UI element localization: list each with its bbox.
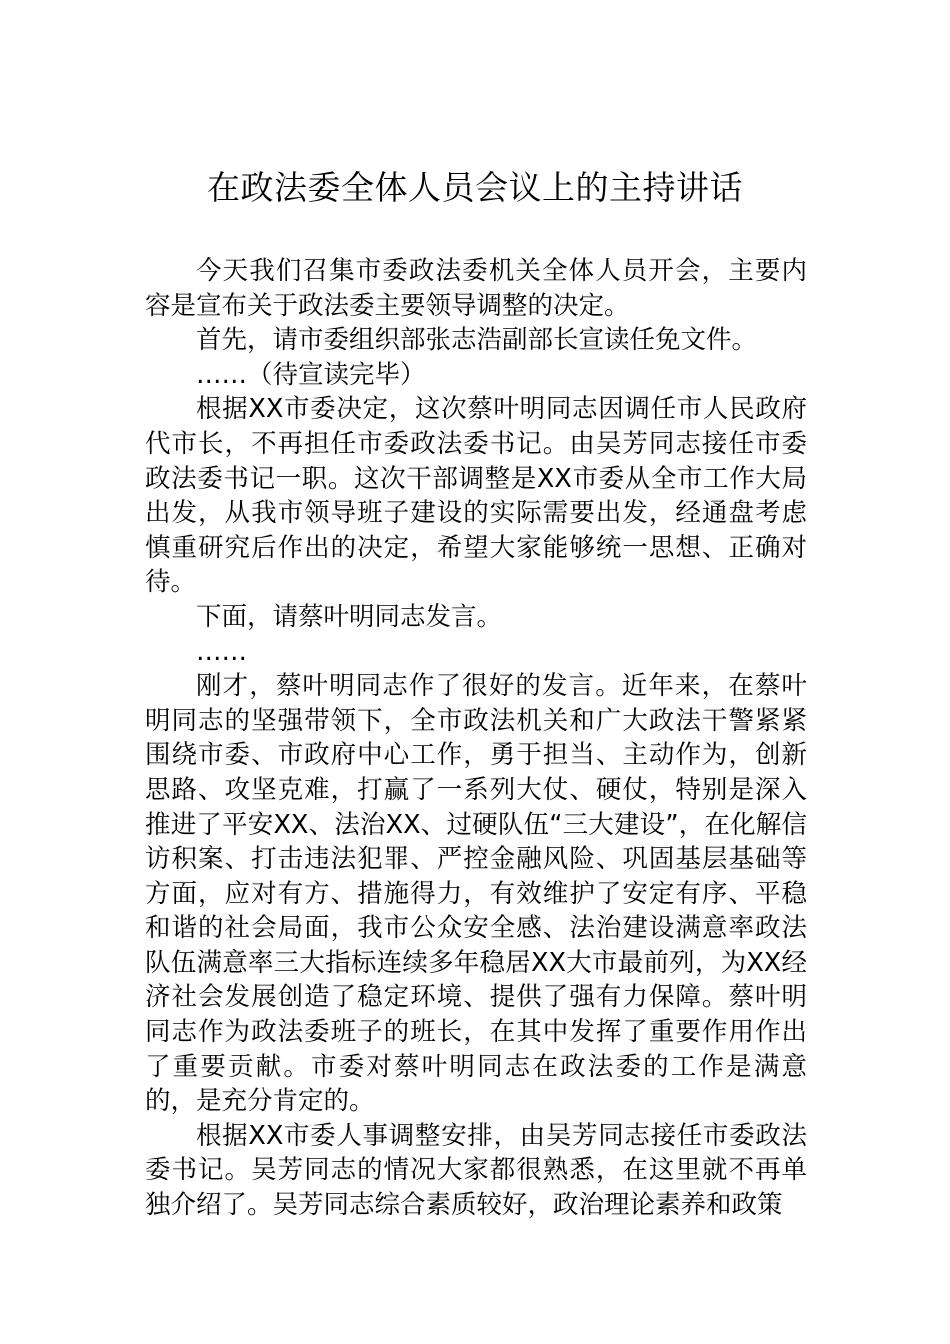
paragraph-successor: 根据XX市委人事调整安排，由吴芳同志接任市委政法委书记。吴芳同志的情况大家都很熟悉，在这里就不再单独介绍了。吴芳同志综合素质较好，政治理论素养和政策 — [145, 1120, 807, 1221]
document-title: 在政法委全体人员会议上的主持讲话 — [207, 168, 743, 207]
paragraph-speech-invite: 下面，请蔡叶明同志发言。 — [196, 601, 503, 632]
document-body — [145, 254, 807, 1223]
paragraph-first-item: 首先，请市委组织部张志浩副部长宣读任免文件。 — [196, 325, 758, 356]
paragraph-decision: 根据XX市委决定，这次蔡叶明同志因调任市人民政府代市长，不再担任市委政法委书记。由吴芳同志接任市委政法委书记一职。这次干部调整是XX市委从全市工作大局出发，从我市领导班子建设的实际需要出发，经通盘考虑慎重研究后作出的决定，希望大家能够统一思想、正确对待。 — [145, 394, 807, 598]
paragraph-appraisal: 刚才，蔡叶明同志作了很好的发言。近年来，在蔡叶明同志的坚强带领下，全市政法机关和广大政法干警紧紧围绕市委、市政府中心工作，勇于担当、主动作为，创新思路、攻坚克难，打赢了一系列大仗、硬仗，特别是深入推进了平安XX、法治XX、过硬队伍“三大建设”，在化解信访积案、打击违法犯罪、严控金融风险、巩固基层基础等方面，应对有方、措施得力，有效维护了安定有序、平稳和谐的社会局面，我市公众安全感、法治建设满意率政法队伍满意率三大指标连续多年稳居XX大市最前列，为XX经济社会发展创造了稳定环境、提供了强有力保障。蔡叶明同志作为政法委班子的班长，在其中发挥了重要作用作出了重要贡献。市委对蔡叶明同志在政法委的工作是满意的，是充分肯定的。 — [145, 671, 807, 1117]
paragraph-ellipsis: …… — [196, 636, 247, 667]
paragraph-opening: 今天我们召集市委政法委机关全体人员开会，主要内容是宣布关于政法委主要领导调整的决定。 — [145, 256, 807, 321]
paragraph-pending-reading: ……（待宣读完毕） — [196, 359, 426, 390]
